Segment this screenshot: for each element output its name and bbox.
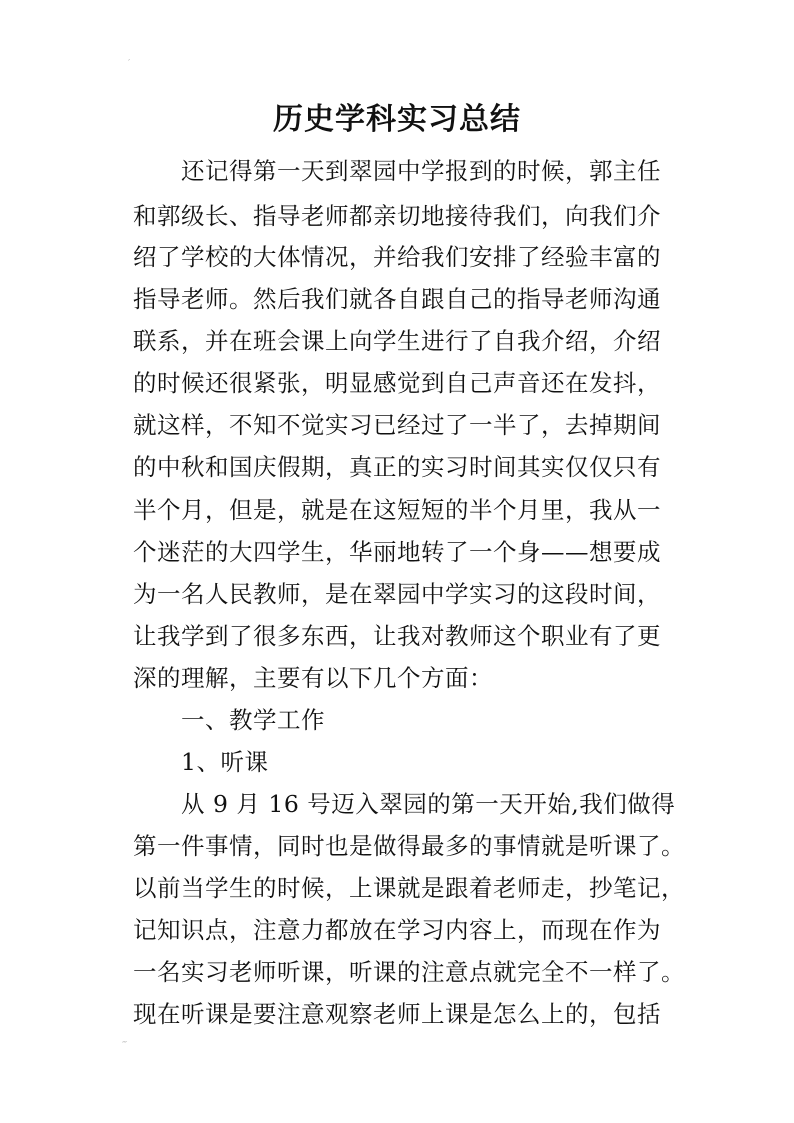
paragraph-line: 和郭级长、指导老师都亲切地接待我们，向我们介: [133, 202, 661, 230]
paragraph-line: 以前当学生的时候，上课就是跟着老师走，抄笔记，: [133, 874, 685, 902]
section-heading: 一、教学工作: [181, 706, 325, 734]
paragraph-line: 第一件事情，同时也是做得最多的事情就是听课了。: [133, 832, 685, 860]
paragraph-line: 半个月，但是，就是在这短短的半个月里，我从一: [133, 496, 661, 524]
document-title: 历史学科实习总结: [273, 102, 521, 137]
paragraph-line: 深的理解，主要有以下几个方面：: [133, 664, 493, 692]
paragraph-line: 从 9 月 16 号迈入翠园的第一天开始,我们做得: [181, 790, 676, 818]
paragraph-line: 的时候还很紧张，明显感觉到自己声音还在发抖，: [133, 369, 661, 397]
corner-mark-top: ′: [128, 58, 131, 69]
paragraph-line: 为一名人民教师，是在翠园中学实习的这段时间，: [133, 580, 661, 608]
paragraph-line: 联系，并在班会课上向学生进行了自我介绍，介绍: [133, 327, 661, 355]
paragraph-line: 记知识点，注意力都放在学习内容上，而现在作为: [133, 916, 661, 944]
paragraph-line: 一名实习老师听课，听课的注意点就完全不一样了。: [133, 958, 685, 986]
paragraph-line: 还记得第一天到翠园中学报到的时候，郭主任: [181, 157, 661, 185]
paragraph-line: 个迷茫的大四学生，华丽地转了一个身——想要成: [133, 538, 661, 566]
paragraph-line: 就这样，不知不觉实习已经过了一半了，去掉期间: [133, 411, 661, 439]
paragraph-line: 现在听课是要注意观察老师上课是怎么上的，包括: [133, 1000, 661, 1028]
subsection-heading: 1、听课: [181, 748, 269, 776]
paragraph-line: 的中秋和国庆假期，真正的实习时间其实仅仅只有: [133, 453, 661, 481]
paragraph-line: 让我学到了很多东西，让我对教师这个职业有了更: [133, 622, 661, 650]
paragraph-line: 指导老师。然后我们就各自跟自己的指导老师沟通: [133, 285, 661, 313]
paragraph-line: 绍了学校的大体情况，并给我们安排了经验丰富的: [133, 243, 661, 271]
corner-mark-bottom: ‴: [122, 1040, 128, 1051]
